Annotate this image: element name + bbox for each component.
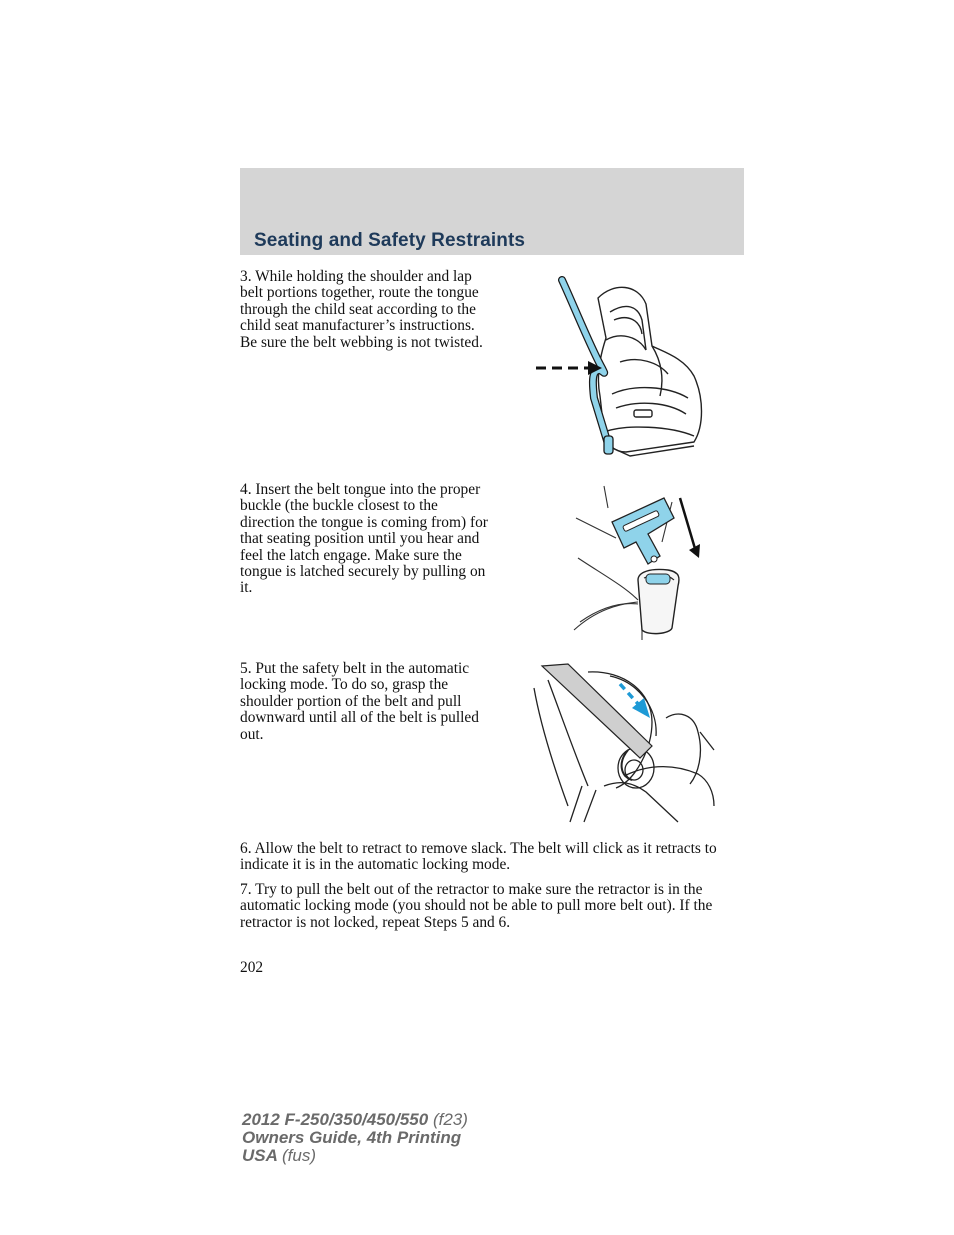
child-seat-belt-routing-illustration bbox=[534, 276, 710, 458]
footer-guide-edition: Owners Guide, 4th Printing bbox=[242, 1128, 462, 1147]
footer-market: USA bbox=[242, 1146, 278, 1165]
shoulder-belt-pull-illustration bbox=[528, 662, 718, 824]
step-4-text: 4. Insert the belt tongue into the proper buckle (the buckle closest to the direction the tongue is coming from) for that seating position until you hear and feel the latch engage. Make sure the tongue is latched securely by pulling on it. bbox=[240, 481, 488, 597]
step-7-text: 7. Try to pull the belt out of the retractor to make sure the retractor is in the automatic locking mode (you should not be able to pull more belt out). If the retractor is not locked, repeat Steps 5 and 6. bbox=[240, 881, 713, 931]
footer-market-code: (fus) bbox=[282, 1146, 316, 1165]
section-header-band bbox=[240, 168, 744, 255]
step-6-text: 6. Allow the belt to retract to remove slack. The belt will click as it retracts to indicate it is in the automatic locking mode. bbox=[240, 840, 717, 874]
belt-tongue-buckle-illustration bbox=[572, 482, 704, 640]
document-footer bbox=[242, 1111, 468, 1165]
page-number: 202 bbox=[240, 959, 264, 976]
step-5-text: 5. Put the safety belt in the automatic locking mode. To do so, grasp the shoulder portion of the belt and pull downward until all of the belt is pulled out. bbox=[240, 660, 479, 743]
section-title: Seating and Safety Restraints bbox=[254, 230, 526, 251]
footer-model-code: (f23) bbox=[432, 1110, 468, 1129]
step-3-text: 3. While holding the shoulder and lap belt portions together, route the tongue through the child seat according to the child seat manufacturer’s instructions. Be sure the belt webbing is not twisted. bbox=[240, 268, 483, 351]
footer-model: 2012 F-250/350/450/550 bbox=[242, 1110, 429, 1129]
